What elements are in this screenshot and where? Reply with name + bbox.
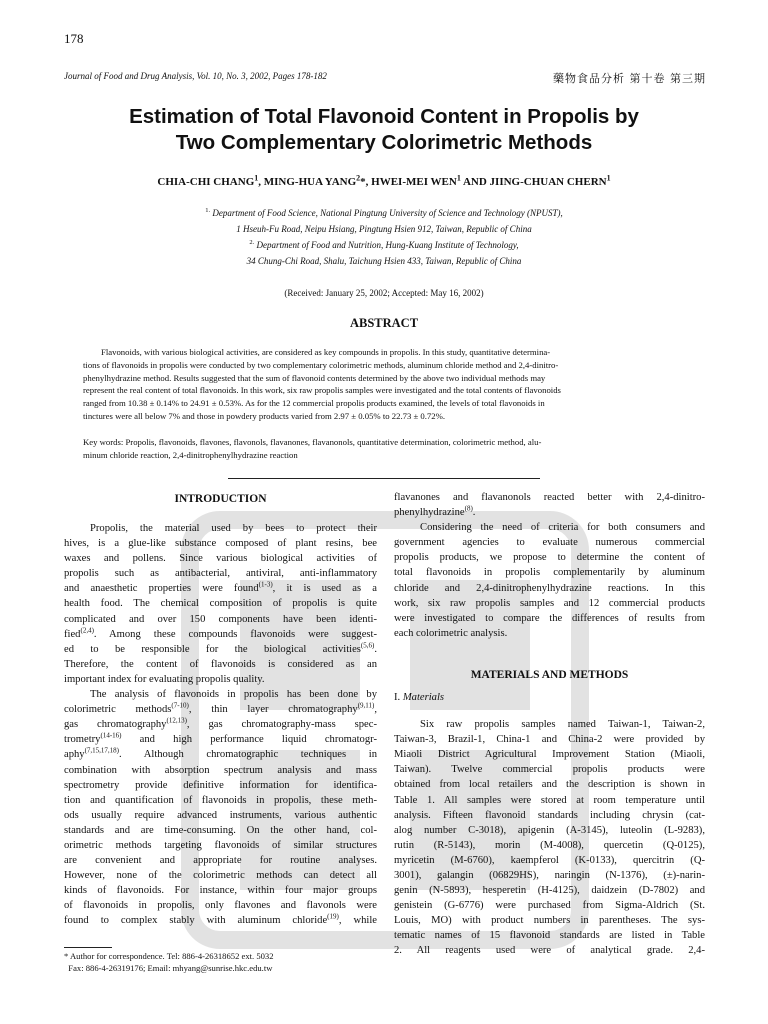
text-line: Louis, MO) with product numbers in parentheses. The sys- — [394, 915, 705, 927]
text-line: Table 1. All samples were stored at room temperature until — [394, 794, 705, 806]
keywords-line: minum chloride reaction, 2,4-dinitrophenylhydrazine reaction — [83, 449, 298, 460]
text-line: Six raw propolis samples named Taiwan-1, Taiwan-2, — [420, 719, 705, 731]
text-line: phenylhydrazine$^{(8)}$. — [394, 505, 476, 519]
abstract-heading: ABSTRACT — [349, 316, 419, 330]
journal-citation: Journal of Food and Drug Analysis, Vol. 10, No. 3, 2002, Pages 178-182 — [64, 71, 327, 81]
text-line: genistein (G-6776) were purchased from Sigma-Aldrich (St. — [394, 900, 705, 912]
paper-title — [60, 104, 708, 156]
text-line: found to complex stably with aluminum chloride$^{(19)}$, while — [64, 913, 377, 927]
text-line: ods usually require advanced instruments, various authentic — [64, 809, 377, 821]
keywords-line: Key words: Propolis, flavonoids, flavones, flavonols, flavanones, flavanonols, quantitative determination, colorimetric method, alu- — [83, 437, 542, 447]
methods-heading: MATERIALS AND METHODS — [470, 668, 629, 681]
introduction-heading: INTRODUCTION — [174, 493, 267, 505]
text-line: Propolis, the material used by bees to protect their — [90, 523, 377, 534]
abstract-line: represent the real content of total flavonoids. In this work, six raw propolis samples were investigated and the total contents of flavonoids — [83, 385, 561, 396]
text-line: obtained from local retailers and the description is shown in — [394, 779, 705, 791]
text-line: aphy$^{(7,15,17,18)}$. Although chromatographic techniques in — [64, 747, 377, 761]
text-line: colorimetric methods$^{(7-10)}$, thin layer chromatography$^{(9,11)}$, — [64, 702, 377, 716]
text-line: fied$^{(2,4)}$. Among these compounds flavonoids were suggest- — [64, 626, 377, 640]
text-line: rutin (R-5143), morin (M-4008), quercetin (Q-0125), — [394, 839, 705, 851]
text-line: Taiwan). Twelve commercial propolis products were — [394, 764, 705, 776]
text-line: spectrometry provide definitive information for identifica- — [64, 779, 377, 791]
left-column — [64, 490, 377, 929]
text-line: ed to be responsible for the biological activities$^{(5,6)}$. — [64, 641, 377, 655]
text-line: alog number C-3018), apigenin (A-3145), luteolin (L-9283), — [394, 824, 705, 836]
footnote-divider — [64, 947, 112, 948]
footnote-line: * Author for correspondence. Tel: 886-4-26318652 ext. 5032 — [64, 951, 274, 961]
text-line: combination with absorption spectrum analysis and mass — [64, 764, 377, 776]
text-line: total flavonoids in propolis complementarily by aluminum — [394, 567, 705, 579]
text-line: are convenient and appropriate for routine analyses. — [64, 855, 377, 867]
text-line: 3001), galangin (06829HS), naringin (N-1376), (±)-narin- — [394, 869, 705, 881]
text-line: were investigated to compare the differences of results from — [394, 612, 705, 624]
text-line: propolis such as antibacterial, antiviral, anti-inflammatory — [64, 568, 377, 580]
section-divider — [228, 478, 540, 479]
right-column — [394, 490, 705, 959]
text-line: hives, is a glue-like substance composed of plant resins, bee — [64, 538, 377, 550]
title-line-2: Two Complementary Colorimetric Methods — [175, 131, 593, 154]
text-line: Considering the need of criteria for both consumers and — [420, 522, 705, 534]
affiliation-1-line-1: $^{1.}$ Department of Food Science, National Pingtung University of Science and Technology (NPUST), — [205, 207, 563, 218]
affiliation-1-line-2: 1 Hseuh-Fu Road, Neipu Hsiang, Pingtung Hsien 912, Taiwan, Republic of China — [236, 224, 532, 234]
received-dates: (Received: January 25, 2002; Accepted: May 16, 2002) — [284, 288, 484, 298]
text-line: of flavonoids in propolis, only flavones and flavonols were — [64, 900, 377, 912]
text-line: tematic names of 15 flavonoid standards are listed in Table — [394, 930, 705, 942]
correspondence-footnote — [64, 950, 274, 974]
text-line: kinds of flavonoids. For instance, within four major groups — [64, 885, 377, 897]
abstract-line: tinctures were all below 7% and those in powdery products varied from 2.97 ± 0.05% to 22.73 ± 0.72%. — [83, 410, 446, 421]
text-line: health food. The chemical composition of propolis is quite — [64, 598, 377, 610]
keywords — [83, 436, 687, 462]
text-line: analysis. Fifteen flavonoid standards including chrysin (cat- — [394, 809, 705, 821]
text-line: Taiwan-3, Brazil-1, China-1 and China-2 were provided by — [394, 734, 705, 746]
affiliation-2-line-2: 34 Chung-Chi Road, Shalu, Taichung Hsien 433, Taiwan, Republic of China — [246, 256, 522, 266]
journal-chinese-title: 藥物食品分析 第十卷 第三期 — [553, 72, 706, 85]
text-line: government agencies to evaluate numerous commercial — [394, 537, 705, 549]
text-line: work, six raw propolis samples and 12 commercial products — [394, 597, 705, 609]
footnote-line: Fax: 886-4-26319176; Email: mhyang@sunrise.hkc.edu.tw — [64, 963, 273, 973]
text-line: genin (N-5893), hesperetin (H-4125), daidzein (D-7802) and — [394, 885, 705, 897]
text-line: myricetin (M-6760), kaempferol (K-0133), quercitrin (Q- — [394, 854, 705, 866]
text-line: Therefore, the content of flavonoids is considered as an — [64, 658, 377, 670]
abstract-line: Flavonoids, with various biological activities, are considered as key compounds in propolis. In this study, quantitative determina- — [101, 347, 551, 357]
text-line: tion and quantification of flavonoids in propolis, these meth- — [64, 794, 377, 806]
text-line: The analysis of flavonoids in propolis has been done by — [90, 689, 377, 701]
text-line: important index for evaluating propolis quality. — [64, 673, 265, 685]
text-line: gas chromatography$^{(12,13)}$, gas chromatography-mass spec- — [64, 717, 377, 731]
abstract-line: ranged from 10.38 ± 0.14% to 24.91 ± 0.53%. As for the 12 commercial propolis products examined, the levels of total flavonoids in — [83, 398, 545, 409]
abstract-line: phenylhydrazine method. Results suggested that the sum of flavonoid contents determined by the above two individual methods may — [83, 372, 546, 383]
text-line: trometry$^{(14-16)}$ and high performance liquid chromatogr- — [64, 732, 377, 746]
text-line: waxes and pollens. Since various biological activities of — [64, 553, 377, 565]
text-line: complicated and over 150 components have been identi- — [64, 613, 377, 625]
abstract-line: tions of flavonoids in propolis were conducted by two complementary colorimetric methods, aluminum chloride method and 2,4-dinitro- — [83, 359, 559, 370]
text-line: Miaoli District Agricultural Improvement Station (Miaoli, — [394, 749, 705, 761]
author-list: CHIA-CHI CHANG$^1$, MING-HUA YANG$^2$*, HWEI-MEI WEN$^1$ AND JIING-CHUAN CHERN$^1$ — [157, 173, 611, 188]
text-line: standards and are time-consuming. On the other hand, col- — [64, 824, 377, 836]
text-line: and anaesthetic properties were found$^{(1-3)}$, it is used as a — [64, 581, 377, 595]
text-line: each colorimetric analysis. — [394, 627, 508, 639]
text-line: orimetric methods targeting flavonoids of similar structures — [64, 839, 377, 851]
text-line: flavanones and flavanonols reacted better with 2,4-dinitro- — [394, 492, 705, 503]
text-line: propolis products, we propose to determine the content of — [394, 552, 705, 564]
affiliations — [60, 205, 708, 269]
page-number: 178 — [64, 31, 84, 46]
abstract-body — [83, 346, 687, 423]
title-line-1: Estimation of Total Flavonoid Content in Propolis by — [129, 105, 639, 128]
text-line: However, none of the colorimetric methods can detect all — [64, 870, 377, 882]
text-line: 2. All reagents used were of analytical grade. 2,4- — [394, 945, 705, 957]
subsection-heading: I. Materials — [394, 691, 445, 703]
text-line: chloride and 2,4-dinitrophenylhydrazine reactions. In this — [394, 582, 705, 594]
affiliation-2-line-1: $^{2.}$ Department of Food and Nutrition, Hung-Kuang Institute of Technology, — [249, 239, 519, 250]
